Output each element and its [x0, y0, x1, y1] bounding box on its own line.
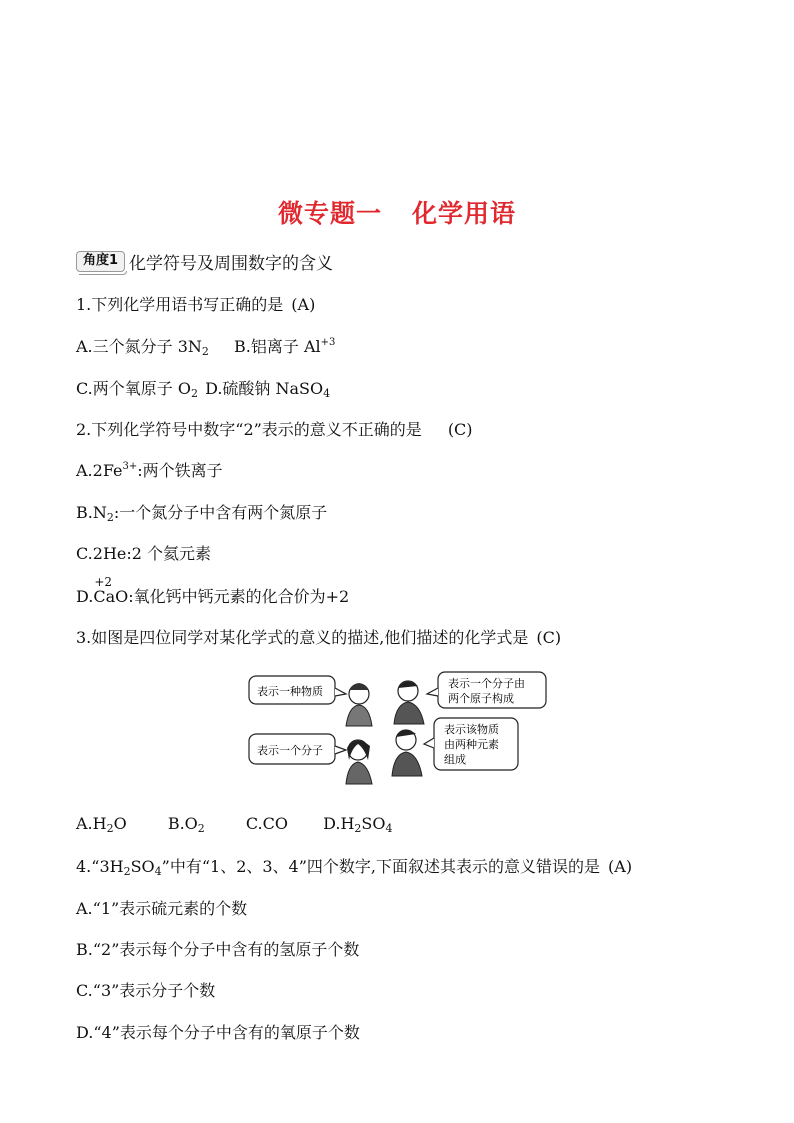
svg-text:表示一个分子由: 表示一个分子由 [448, 677, 525, 690]
q1-option-d: D.硫酸钠 NaSO$_4$ [205, 379, 331, 400]
q2-option-c: C.2He:2 个氦元素 [76, 544, 212, 563]
q1-stem-text: 1.下列化学用语书写正确的是 [76, 295, 284, 314]
q4-option-a: A.“1”表示硫元素的个数 [76, 899, 248, 918]
student-2 [394, 681, 424, 724]
q1-option-c: C.两个氧原子 $O_2$ [76, 379, 198, 400]
svg-text:表示该物质: 表示该物质 [444, 723, 499, 736]
q1-stem [76, 294, 315, 316]
q1-options-ab [76, 336, 335, 358]
section-title: 化学符号及周围数字的含义 [129, 253, 334, 274]
q1-answer: (A) [291, 295, 316, 314]
svg-text:组成: 组成 [444, 753, 466, 766]
q3-option-c: C.CO [245, 814, 288, 833]
calcium-oxide-valence: +2 C [93, 575, 113, 606]
svg-text:两个原子构成: 两个原子构成 [448, 692, 514, 705]
q3-option-d: $D.H_2SO_4$ [323, 814, 393, 835]
q2-option-a: $A.2Fe^{3+}$:两个铁离子 [76, 461, 223, 480]
page-title [0, 194, 794, 230]
student-4 [392, 730, 422, 776]
q3-stem [76, 627, 561, 649]
q3-options [76, 813, 392, 835]
q4-option-d: D.“4”表示每个分子中含有的氧原子个数 [76, 1023, 360, 1042]
q2-answer: (C) [447, 420, 473, 439]
q2-option-d: D. +2 CaO:氧化钙中钙元素的化合价为+2 [76, 575, 350, 606]
q2-stem-text: 2.下列化学符号中数字“2”表示的意义不正确的是 [76, 420, 422, 439]
speech-bubble-4 [424, 718, 518, 770]
title-part2: 化学用语 [412, 199, 517, 228]
q1-option-a: A.三个氮分子 $3N_2$ [76, 337, 209, 358]
speech-bubble-3 [249, 734, 346, 764]
q4-answer: (A) [608, 857, 633, 876]
title-part1: 微专题一 [277, 199, 382, 228]
q3-option-a: $A.H_2O$ [76, 814, 127, 835]
section-header [76, 249, 333, 273]
q1-option-b: B.铝离子 $Al^{+3}$ [234, 337, 336, 356]
student-3 [346, 740, 372, 784]
speech-bubble-1 [249, 676, 346, 704]
q4-option-c: C.“3”表示分子个数 [76, 981, 216, 1000]
q4-stem: $4.“3H_2SO_4$”中有“1、2、3、4”四个数字,下面叙述其表示的意义错误的是 (A) [76, 857, 633, 878]
q3-option-b: $B.O_2$ [167, 814, 205, 835]
svg-text:表示一种物质: 表示一种物质 [257, 685, 323, 698]
q2-stem [76, 419, 473, 441]
svg-text:由两种元素: 由两种元素 [444, 738, 499, 751]
q4-option-b: B.“2”表示每个分子中含有的氢原子个数 [76, 940, 360, 959]
speech-bubble-2 [427, 672, 546, 708]
section-tag: 角度1 [76, 251, 125, 272]
q2-option-b: $B.N_2$:一个氮分子中含有两个氮原子 [76, 503, 328, 524]
svg-text:表示一个分子: 表示一个分子 [257, 744, 323, 757]
q3-stem-text: 3.如图是四位同学对某化学式的意义的描述,他们描述的化学式是 [76, 628, 529, 647]
q3-answer: (C) [536, 628, 562, 647]
students-discussion-figure [246, 668, 548, 788]
q1-options-cd [76, 378, 330, 400]
student-1 [346, 683, 372, 726]
